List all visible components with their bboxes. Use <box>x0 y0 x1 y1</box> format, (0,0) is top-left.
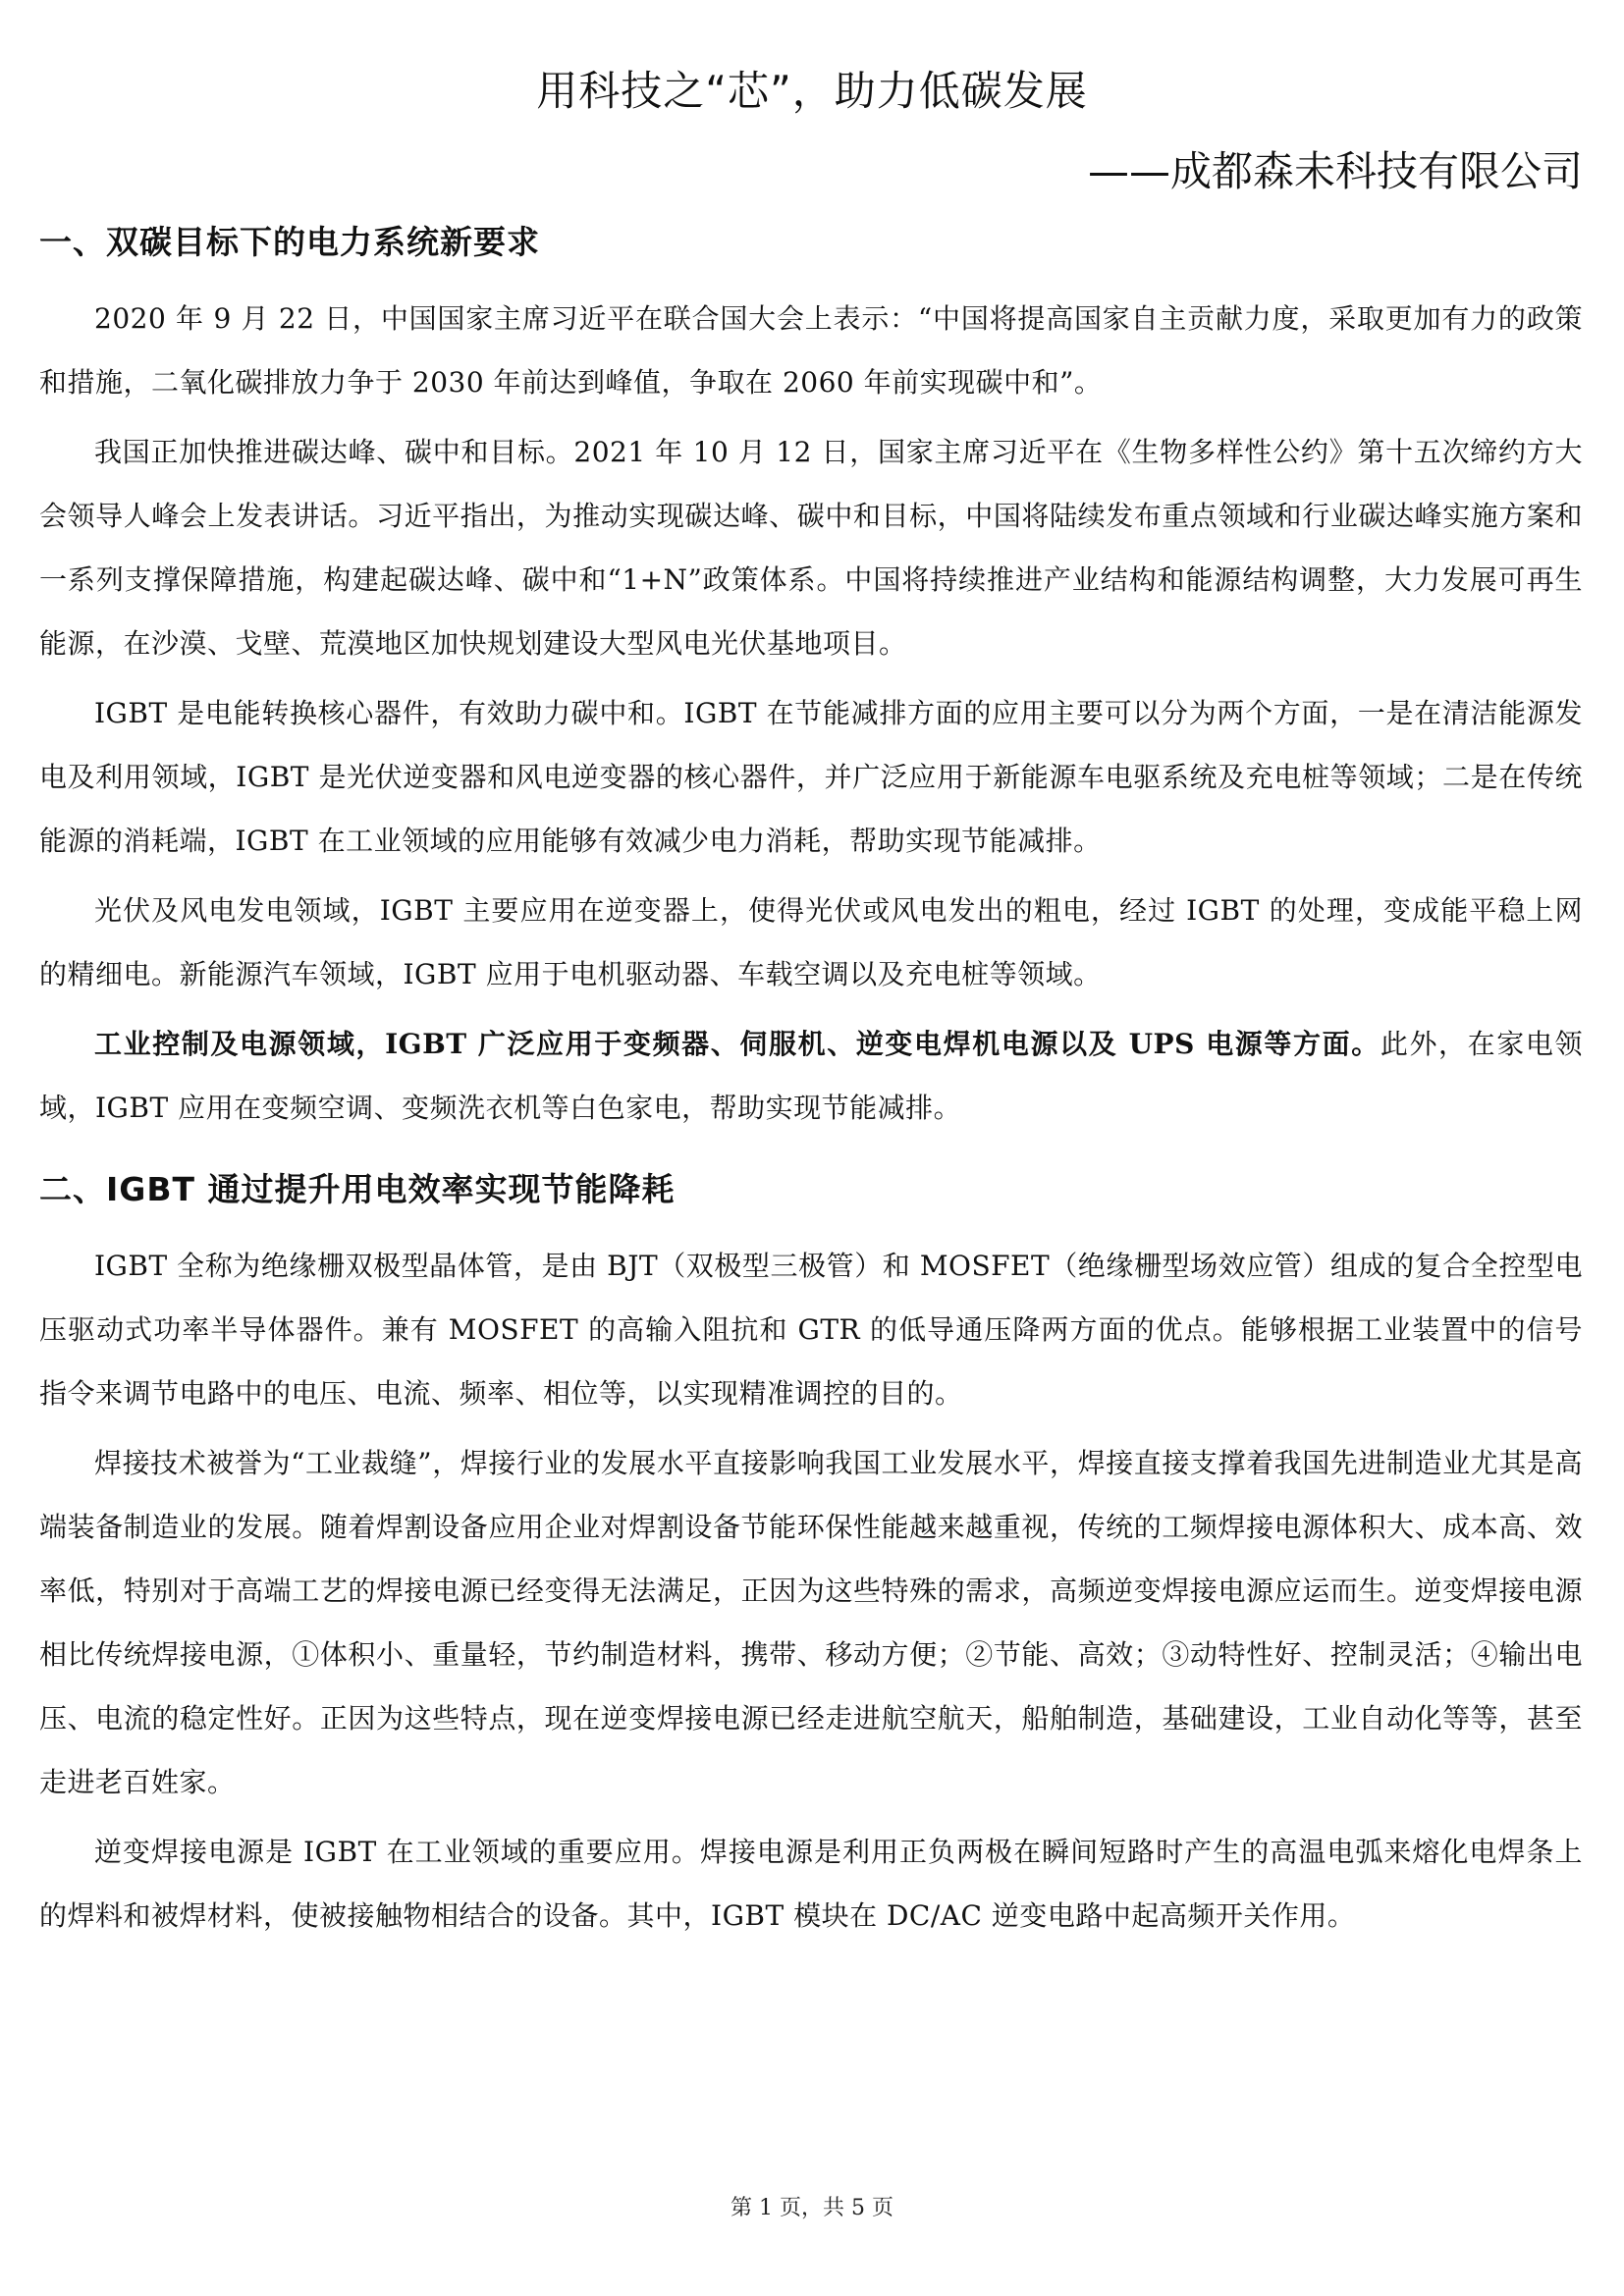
document-title: 用科技之“芯”，助力低碳发展 <box>536 67 1088 115</box>
document-subtitle: ——成都森未科技有限公司 <box>1087 147 1583 195</box>
document-body <box>39 218 1583 1953</box>
paragraph: IGBT 是电能转换核心器件，有效助力碳中和。IGBT 在节能减排方面的应用主要可以分为两个方面，一是在清洁能源发电及利用领域，IGBT 是光伏逆变器和风电逆变器的核心器件，并广泛应用于新能源车电驱系统及充电桩等领域；二是在传统能源的消耗端，IGBT 在工业领域的应用能够有效减少电力消耗，帮助实现节能减排。 <box>39 697 1583 857</box>
bold-lead-text: 工业控制及电源领域，IGBT 广泛应用于变频器、伺服机、逆变电焊机电源以及 UPS 电源等方面。 <box>94 1028 1380 1060</box>
section-heading: 一、双碳目标下的电力系统新要求 <box>39 223 540 261</box>
paragraph-text: 此外，在家电领域，IGBT 应用在变频空调、变频洗衣机等白色家电，帮助实现节能减排。 <box>39 1028 1583 1124</box>
paragraph: 2020 年 9 月 22 日，中国国家主席习近平在联合国大会上表示：“中国将提高国家自主贡献力度，采取更加有力的政策和措施，二氧化碳排放力争于 2030 年前达到峰值，争取在 2060 年前实现碳中和”。 <box>39 302 1583 399</box>
paragraph: IGBT 全称为绝缘栅双极型晶体管，是由 BJT（双极型三极管）和 MOSFET（绝缘栅型场效应管）组成的复合全控型电压驱动式功率半导体器件。兼有 MOSFET 的高输入阻抗和 GTR 的低导通压降两方面的优点。能够根据工业装置中的信号指令来调节电路中的电压、电流、频率、相位等，以实现精准调控的目的。 <box>39 1250 1583 1410</box>
section-heading: 二、IGBT 通过提升用电效率实现节能降耗 <box>39 1170 676 1208</box>
paragraph: 我国正加快推进碳达峰、碳中和目标。2021 年 10 月 12 日，国家主席习近平在《生物多样性公约》第十五次缔约方大会领导人峰会上发表讲话。习近平指出，为推动实现碳达峰、碳中和目标，中国将陆续发布重点领域和行业碳达峰实施方案和一系列支撑保障措施，构建起碳达峰、碳中和“1+N”政策体系。中国将持续推进产业结构和能源结构调整，大力发展可再生能源，在沙漠、戈壁、荒漠地区加快规划建设大型风电光伏基地项目。 <box>39 436 1583 660</box>
paragraph: 光伏及风电发电领域，IGBT 主要应用在逆变器上，使得光伏或风电发出的粗电，经过 IGBT 的处理，变成能平稳上网的精细电。新能源汽车领域，IGBT 应用于电机驱动器、车载空调以及充电桩等领域。 <box>39 894 1583 990</box>
paragraph: 焊接技术被誉为“工业裁缝”，焊接行业的发展水平直接影响我国工业发展水平，焊接直接支撑着我国先进制造业尤其是高端装备制造业的发展。随着焊割设备应用企业对焊割设备节能环保性能越来越重视，传统的工频焊接电源体积大、成本高、效率低，特别对于高端工艺的焊接电源已经变得无法满足，正因为这些特殊的需求，高频逆变焊接电源应运而生。逆变焊接电源相比传统焊接电源，①体积小、重量轻，节约制造材料，携带、移动方便；②节能、高效；③动特性好、控制灵活；④输出电压、电流的稳定性好。正因为这些特点，现在逆变焊接电源已经走进航空航天，船舶制造，基础建设，工业自动化等等，甚至走进老百姓家。 <box>39 1447 1583 1798</box>
paragraph: 逆变焊接电源是 IGBT 在工业领域的重要应用。焊接电源是利用正负两极在瞬间短路时产生的高温电弧来熔化电焊条上的焊料和被焊材料，使被接触物相结合的设备。其中，IGBT 模块在 DC/AC 逆变电路中起高频开关作用。 <box>39 1836 1583 1932</box>
page-footer: 第 1 页，共 5 页 <box>731 2196 893 2220</box>
paragraph <box>39 1012 1583 1140</box>
